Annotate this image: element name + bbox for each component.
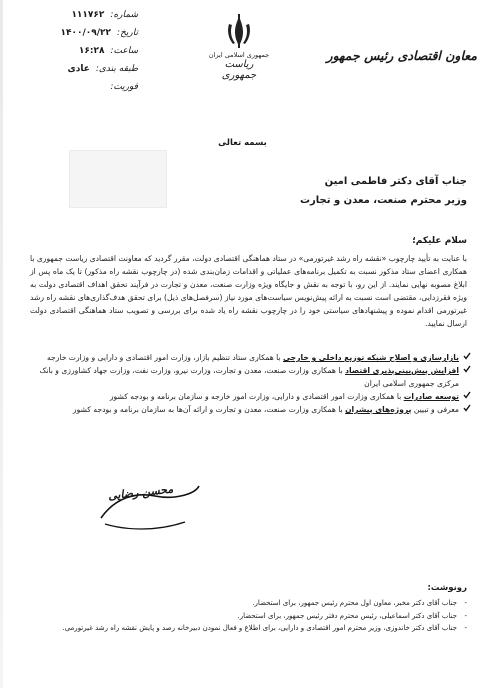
item-heading: پروژه‌های پیشران [345, 405, 412, 414]
copy-item: - جناب آقای دکتر مخبر، معاون اول محترم رئیس جمهور، برای استحضار. [30, 597, 467, 610]
classification-value: عادی [67, 64, 90, 74]
meta-date [18, 24, 138, 42]
number-value: ۱۱۱۷۶۲ [71, 10, 105, 20]
letter-body: با عنایت به تأیید چارچوب «نقشه راه رشد غیرتورمی» در ستاد هماهنگی اقتصادی دولت، مقرر گردید که معاونت اقتصادی ریاست جمهوری با همکاری اعضای ستاد مذکور نسبت به تکمیل برنامه‌های عملیاتی و اقدامات زمان‌بندی شده (در چارچوب نقشه راه مذکور) تا یک ماه پس از ابلاغ مصوبه نهایی نمایند. از این رو، با توجه به نقش و جایگاه ویژه وزارت صنعت، معدن و تجارت در فرآیند تحقق اهداف اقتصادی دولت به ویژه فقرزدایی، مقتضی است نسبت به ارائه پیش‌نویس سیاست‌های مورد نیاز (سرفصل‌های ذیل) برای تحقق هدف‌گذاری‌های نقشه راه رشد غیرتورمی اقدام نموده و پیشنهادهای سیاستی خود را در چارچوب نقشه راه یاد شده برای بررسی و تصویب ستاد هماهنگی اقتصادی دولت ارسال نمایید. [30, 254, 467, 328]
org-block [206, 52, 272, 81]
meta-classification [18, 60, 138, 78]
priority-label: فوریت: [110, 82, 138, 92]
item-prefix: معرفی و تبیین [411, 405, 459, 414]
checkmark-icon [463, 352, 471, 360]
time-label: ساعت: [110, 46, 138, 56]
org-line-2: ریاست جمهوری [221, 59, 257, 82]
redacted-area [69, 150, 167, 208]
copy-item: - جناب آقای دکتر خاندوزی، وزیر محترم امور اقتصادی و دارایی، برای اطلاع و فعال نمودن دبیرخانه رصد و پایش نقشه راه رشد غیرتورمی. [30, 622, 467, 635]
checkmark-icon [463, 365, 471, 373]
copy-item: - جناب آقای دکتر اسماعیلی، رئیس محترم دفتر رئیس جمهور، برای استحضار. [30, 610, 467, 623]
classification-label: طبقه بندی: [95, 64, 138, 74]
meta-number [18, 6, 138, 24]
basmala: بسمه تعالی [218, 138, 267, 148]
scan-edge [0, 0, 3, 688]
recipient-title: وزیر محترم صنعت، معدن و تجارت [299, 195, 467, 206]
letter-meta [18, 6, 138, 96]
action-items [26, 351, 471, 416]
number-label: شماره: [110, 10, 138, 20]
meta-time [18, 42, 138, 60]
org-line-1: جمهوری اسلامی ایران [208, 51, 270, 59]
date-value: ۱۴۰۰/۰۹/۲۲ [60, 28, 112, 38]
salutation: سلام علیکم؛ [412, 236, 467, 246]
item-text: با همکاری وزارت امور اقتصادی و دارایی، وزارت امور خارجه و سازمان برنامه و بودجه کشور [109, 392, 404, 401]
list-item [26, 390, 471, 403]
recipient-name: جناب آقای دکتر فاطمی امین [324, 176, 467, 187]
item-text: با همکاری ستاد تنظیم بازار، وزارت امور اقتصادی و دارایی و وزارت خارجه [46, 353, 283, 362]
list-item [26, 403, 471, 416]
list-item [26, 351, 471, 364]
office-title: معاون اقتصادی رئیس جمهور [326, 48, 477, 63]
item-heading: توسعه صادرات [403, 392, 459, 401]
item-heading: بازارسازی و اصلاح شبکه توزیع داخلی و خارجی [282, 353, 459, 362]
list-item [26, 364, 471, 390]
checkmark-icon [463, 404, 471, 412]
copies-title: رونوشت: [427, 583, 467, 593]
item-text: با همکاری وزارت صنعت، معدن و تجارت، وزارت نیرو، وزارت نفت، وزارت جهاد کشاورزی و بانک مرکزی جمهوری اسلامی ایران [39, 366, 459, 388]
recipient-block [300, 172, 467, 210]
copies-list [30, 597, 467, 635]
signatory-name: محسن رضایی [107, 482, 174, 503]
meta-priority [18, 78, 138, 96]
item-text: با همکاری وزارت صنعت، معدن و تجارت و ارائه آن‌ها به سازمان برنامه و بودجه کشور [72, 405, 346, 414]
date-label: تاریخ: [117, 28, 138, 38]
time-value: ۱۶:۲۸ [78, 46, 105, 56]
checkmark-icon [463, 391, 471, 399]
item-heading: افزایش پیش‌بینی‌پذیری اقتصاد [345, 366, 459, 375]
iran-emblem-icon [223, 14, 255, 50]
